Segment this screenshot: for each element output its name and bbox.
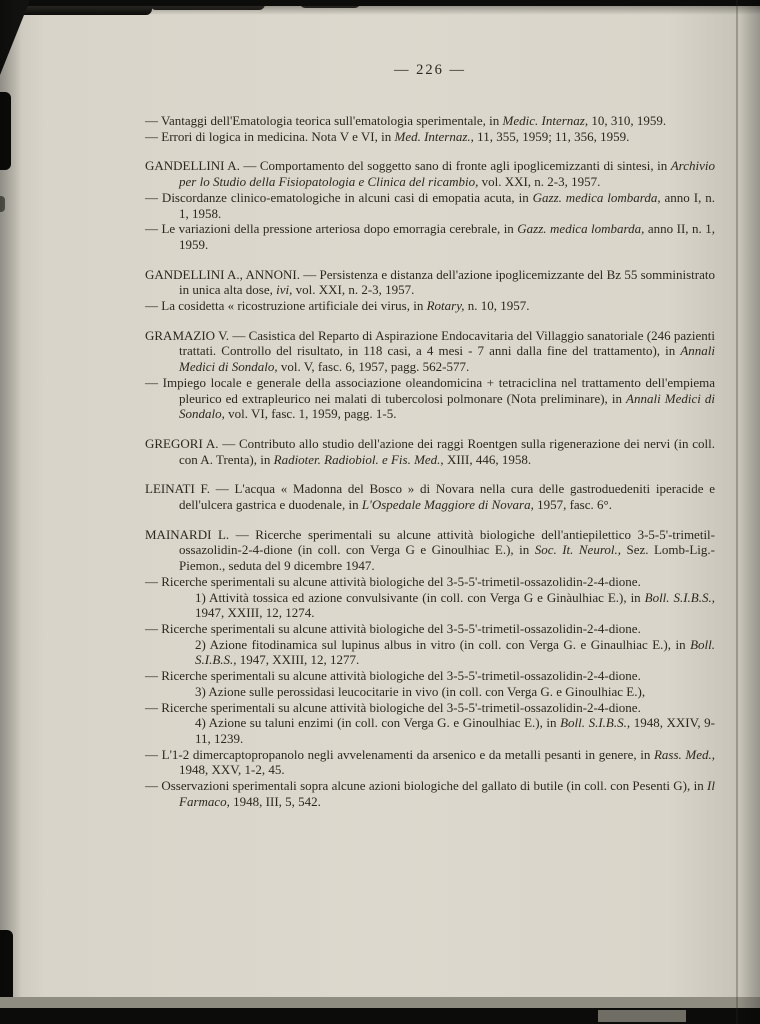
text-run: 1947, XXIII, 12, 1277.: [236, 652, 360, 668]
text-run: 2) Azione fitodinamica sul lupinus albus in vitro (in coll. con Verga G. e Ginaulhiac E.), in: [195, 636, 691, 652]
text-run: — Ricerche sperimentali su alcune attività biologiche del 3-5-5'-trimetil-ossazolidin-2-4-dione.: [145, 699, 641, 715]
bib-paragraph: [145, 778, 715, 809]
work-title-italic: Il Farmaco,: [179, 778, 715, 809]
work-title-italic: Annali Medici di Sondalo,: [179, 343, 715, 375]
text-run: — Vantaggi dell'Ematologia teorica sull'ematologia sperimentale, in: [145, 113, 503, 128]
bib-paragraph: [195, 590, 715, 621]
text-run: 1948, XXV, 1-2, 45.: [179, 762, 285, 778]
work-title-italic: ivi,: [276, 282, 293, 298]
bib-entry: [145, 778, 715, 809]
text-run: — Ricerche sperimentali su alcune attività biologiche del 3-5-5'-trimetil-ossazolidin-2-4-dione.: [145, 668, 641, 684]
text-run: — Ricerche sperimentali su alcune attività biologiche del 3-5-5'-trimetil-ossazolidin-2-4-dione.: [145, 573, 641, 589]
bib-paragraph: [145, 129, 715, 145]
bib-entry: [145, 621, 715, 668]
work-title-italic: Boll. S.I.B.S.,: [644, 589, 716, 605]
bib-entry: [145, 113, 715, 129]
bib-entry: [145, 129, 715, 145]
work-title-italic: Medic. Internaz,: [502, 113, 589, 128]
work-title-italic: Gazz. medica lombarda,: [517, 221, 645, 237]
scan-artifact-left-shade: [0, 0, 22, 1024]
text-run: 4) Azione su taluni enzimi (in coll. con Verga G. e Ginoulhiac E.), in: [195, 715, 561, 731]
text-run: — La cosidetta « ricostruzione artificiale dei virus, in: [145, 298, 427, 314]
work-title-italic: Med. Internaz.,: [394, 128, 474, 144]
work-title-italic: Gazz. medica lombarda,: [532, 189, 661, 205]
bib-entry: [145, 436, 715, 467]
bib-entry: [145, 574, 715, 621]
text-run: 11, 355, 1959; 11, 356, 1959.: [473, 128, 630, 144]
bib-paragraph: [195, 715, 715, 746]
text-run: LEINATI F. — L'acqua « Madonna del Bosco » di Novara nella cura delle gastroduedeniti iperacide e dell'ulcera gastrica e duodenale, in: [145, 481, 715, 513]
scan-artifact-right-edge: [736, 0, 738, 1024]
bib-entry: [145, 700, 715, 747]
work-title-italic: Rotary,: [426, 298, 465, 314]
bib-entry: [145, 481, 715, 512]
text-run: 1957, fasc. 6°.: [533, 497, 612, 513]
bib-paragraph: [145, 190, 715, 221]
text-run: — Le variazioni della pressione arteriosa dopo emorragia cerebrale, in: [145, 221, 518, 237]
text-run: GRAMAZIO V. — Casistica del Reparto di Aspirazione Endocavitaria del Villaggio sanatoriale (246 pazienti trattati. Controllo del risultato, in 118 casi, a 4 mesi - 7 anni dalla fine del trattamento), in: [145, 327, 715, 359]
work-title-italic: Archivio per lo Studio della Fisiopatologia e Clinica del ricambio,: [179, 158, 715, 190]
bib-paragraph: [145, 158, 715, 189]
text-run: 1) Attività tossica ed azione convulsivante (in coll. con Verga G e Ginàulhiac E.), in: [195, 589, 645, 605]
scan-artifact-top-fuzz: [0, 6, 760, 15]
text-run: vol. XXI, n. 2-3, 1957.: [478, 174, 601, 190]
bib-entry: [145, 747, 715, 778]
bib-paragraph: [195, 637, 715, 668]
text-run: vol. V, fasc. 6, 1957, pagg. 562-577.: [277, 359, 470, 375]
bib-entry: [145, 375, 715, 422]
text-run: Sez. Lomb-Lig.-Piemon., seduta del 9 dicembre 1947.: [179, 542, 715, 574]
bib-paragraph: [145, 267, 715, 298]
bib-paragraph: [145, 328, 715, 375]
bib-paragraph: [145, 298, 715, 314]
text-run: MAINARDI L. — Ricerche sperimentali su alcune attività biologiche dell'antiepilettico 3-5-5'-trimetil-ossazolidin-2-4-dione (in coll. con Verga G e Ginoulhiac E.), in: [145, 526, 715, 558]
text-run: 1948, III, 5, 542.: [229, 793, 321, 809]
work-title-italic: Soc. It. Neurol.,: [534, 542, 622, 558]
bib-entry: [145, 221, 715, 252]
bib-paragraph: [145, 621, 715, 637]
bibliography: [145, 113, 715, 809]
text-run: — Osservazioni sperimentali sopra alcune azioni biologiche del gallato di butile (in coll. con Pesenti G), in: [145, 778, 708, 794]
bib-paragraph: [145, 375, 715, 422]
text-run: GANDELLINI A. — Comportamento del soggetto sano di fronte agli ipoglicemizzanti di sintesi, in: [145, 158, 671, 174]
page-number: — 226 —: [394, 62, 466, 78]
text-run: 10, 310, 1959.: [588, 113, 667, 128]
text-run: — Ricerche sperimentali su alcune attività biologiche del 3-5-5'-trimetil-ossazolidin-2-4-dione.: [145, 620, 641, 636]
text-run: anno I, n. 1, 1958.: [179, 189, 715, 221]
bib-entry: [145, 158, 715, 189]
scan-artifact-bottom-patch: [598, 1010, 686, 1022]
text-run: 1948, XXIV, 9-11, 1239.: [195, 715, 715, 746]
bib-entry: [145, 190, 715, 221]
text-run: — Impiego locale e generale della associazione oleandomicina + tetraciclina nel trattamento dell'empiema pleurico ed extrapleurico nei malati di tubercolosi polmonare (Nota preliminare), in: [145, 374, 715, 406]
text-run: — L'1-2 dimercaptopropanolo negli avvelenamenti da arsenico e da metalli pesanti in genere, in: [145, 746, 654, 762]
text-run: XIII, 446, 1958.: [443, 451, 532, 467]
bib-paragraph: [145, 481, 715, 512]
work-title-italic: Boll. S.I.B.S.,: [195, 636, 715, 668]
bib-paragraph: [145, 574, 715, 590]
text-run: vol. XXI, n. 2-3, 1957.: [292, 282, 415, 298]
text-run: GREGORI A. — Contributo allo studio dell'azione dei raggi Roentgen sulla rigenerazione dei nervi (in coll. con A. Trenta), in: [145, 435, 715, 467]
work-title-italic: Annali Medici di Sondalo,: [179, 390, 715, 422]
work-title-italic: Boll. S.I.B.S.,: [560, 715, 631, 731]
bib-paragraph: [145, 113, 715, 129]
bib-paragraph: [145, 747, 715, 778]
scan-artifact-right-shade: [740, 0, 760, 1024]
bib-paragraph: [145, 700, 715, 716]
work-title-italic: Rass. Med.,: [653, 746, 715, 762]
bib-entry: [145, 668, 715, 699]
text-run: — Discordanze clinico-ematologiche in alcuni casi di emopatia acuta, in: [145, 189, 533, 205]
work-title-italic: L'Ospedale Maggiore di Novara,: [361, 497, 534, 513]
text-run: — Errori di logica in medicina. Nota V e VI, in: [145, 128, 395, 144]
text-run: n. 10, 1957.: [464, 298, 530, 314]
bib-entry: [145, 298, 715, 314]
bib-entry: [145, 267, 715, 298]
text-run: 1947, XXIII, 12, 1274.: [195, 605, 315, 621]
bib-paragraph: [145, 436, 715, 467]
text-run: anno II, n. 1, 1959.: [179, 221, 715, 252]
work-title-italic: Radioter. Radiobiol. e Fis. Med.,: [273, 451, 444, 467]
text-run: GANDELLINI A., ANNONI. — Persistenza e distanza dell'azione ipoglicemizzante del Bz 55 somministrato in unica alta dose,: [145, 266, 715, 298]
bib-paragraph: [145, 221, 715, 252]
bib-entry: [145, 328, 715, 375]
text-run: 3) Azione sulle perossidasi leucocitarie in vivo (in coll. con Verga G. e Ginoulhiac E.),: [195, 683, 646, 699]
bib-entry: [145, 527, 715, 574]
bib-paragraph: [195, 684, 715, 700]
bib-paragraph: [145, 527, 715, 574]
text-run: vol. VI, fasc. 1, 1959, pagg. 1-5.: [224, 406, 397, 422]
bib-paragraph: [145, 668, 715, 684]
